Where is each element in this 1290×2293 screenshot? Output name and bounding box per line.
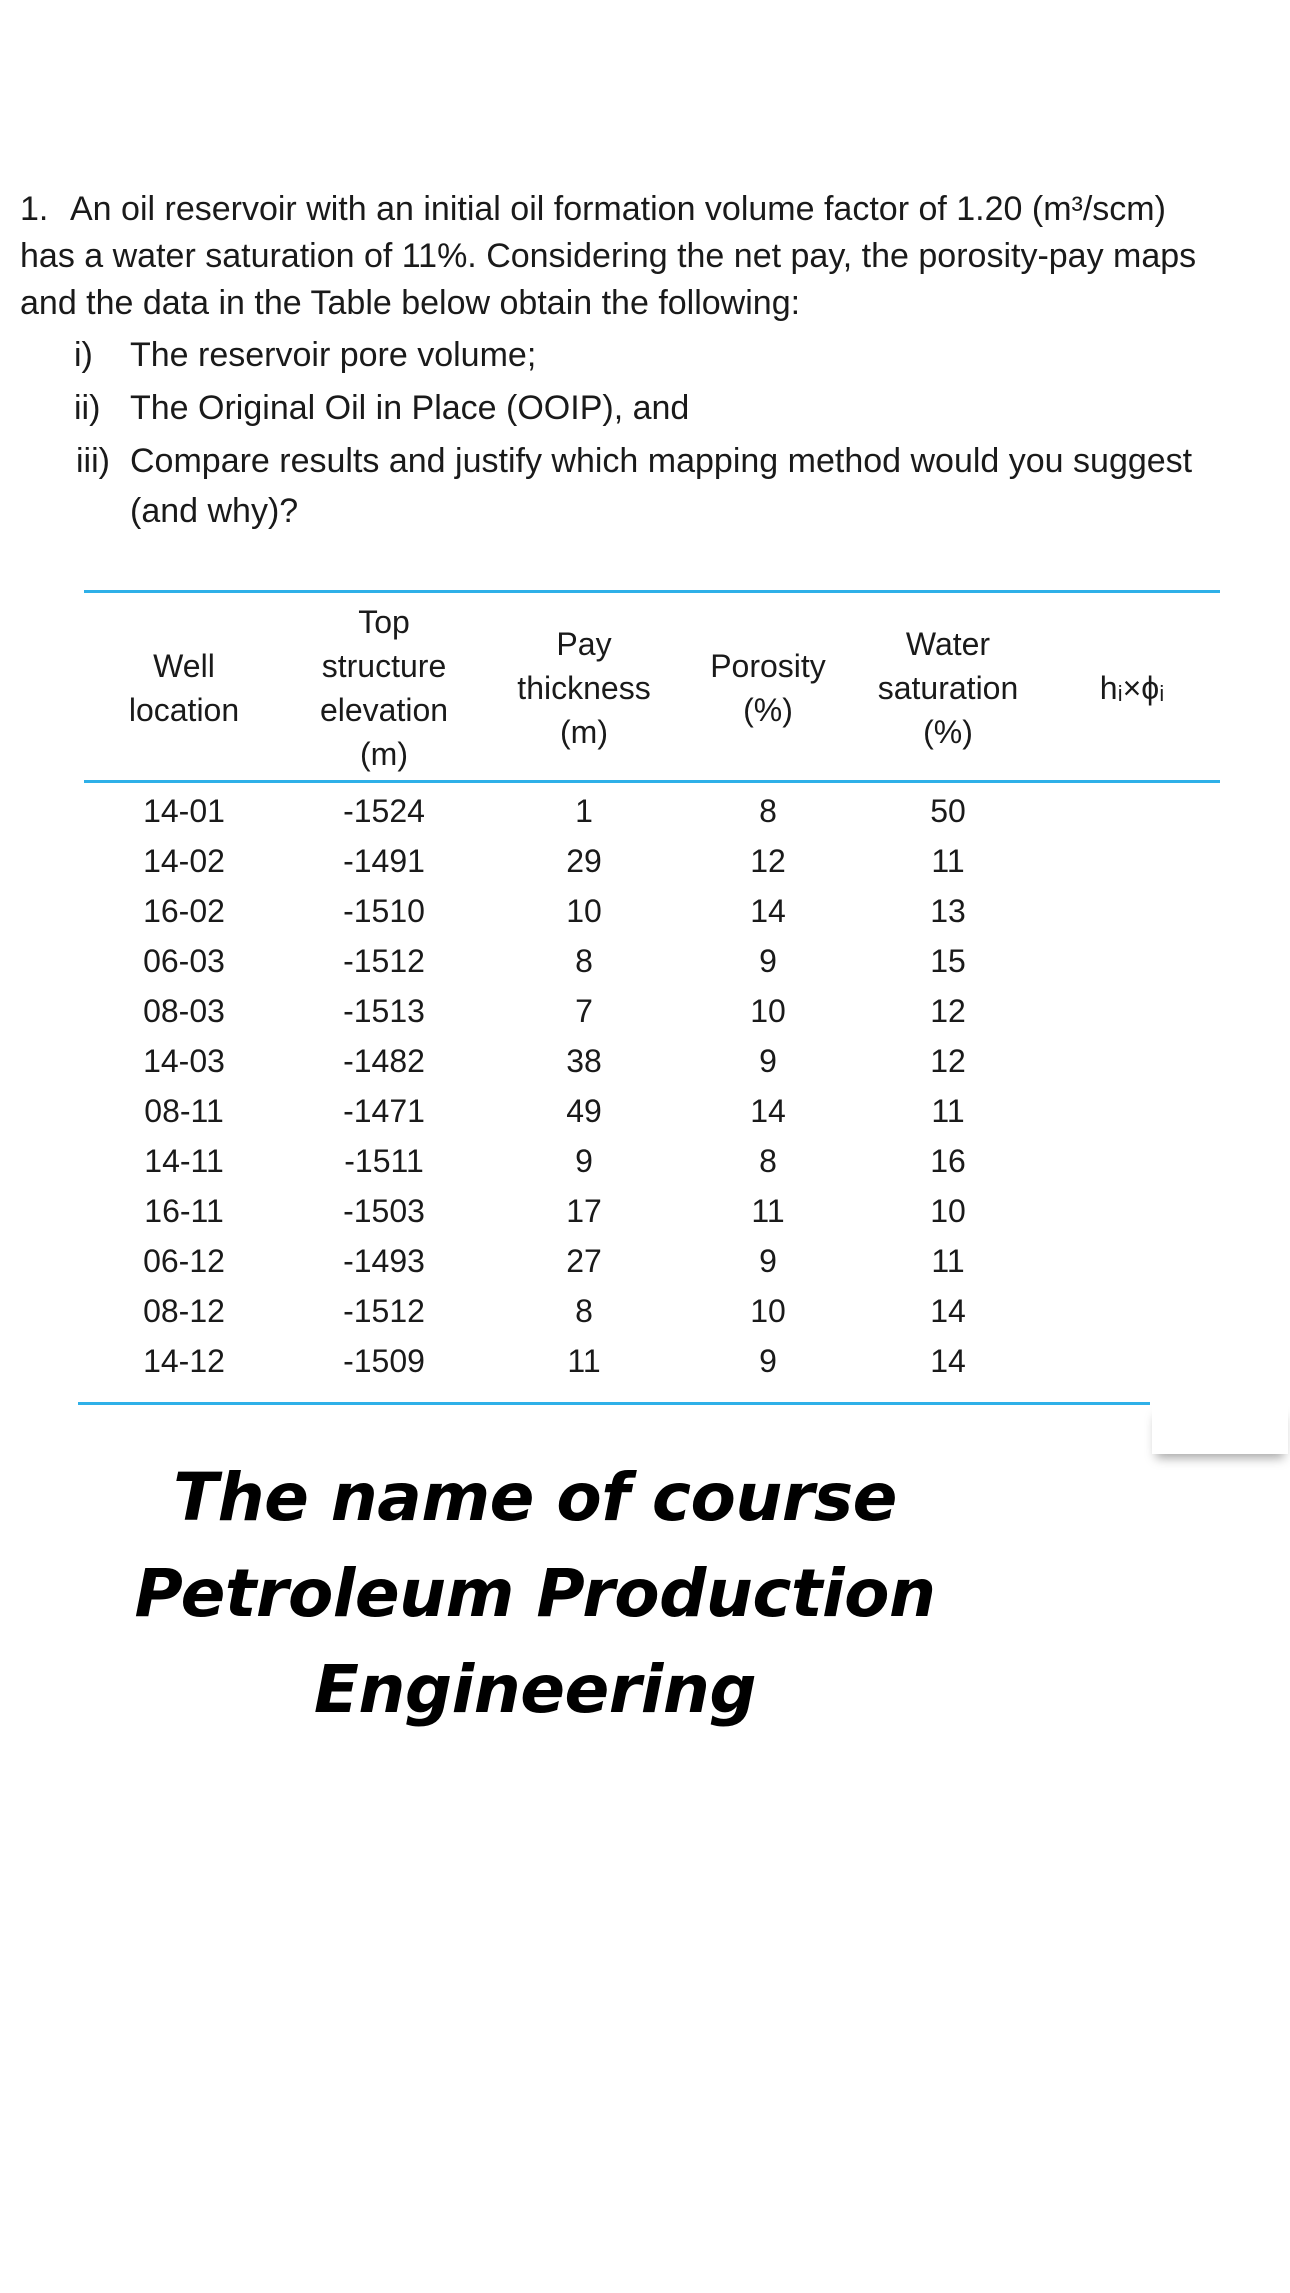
course-title-line-2: Petroleum Production — [134, 1555, 936, 1632]
table-cell: -1512 — [343, 943, 425, 979]
table-cell — [1044, 1036, 1220, 1086]
table-cell: 10 — [930, 1193, 966, 1229]
question-line-1 — [20, 186, 1260, 233]
table-cell: 14 — [750, 1093, 786, 1129]
header-text: Water — [905, 626, 991, 662]
table-row — [84, 1236, 1220, 1286]
question-line-2: has a water saturation of 11%. Considering the net pay, the porosity-pay maps — [20, 237, 1197, 275]
table-row — [84, 986, 1220, 1036]
table-cell: 14-01 — [143, 793, 225, 829]
table-cell: 9 — [759, 943, 777, 979]
table-row — [84, 1186, 1220, 1236]
table-cell: -1524 — [343, 793, 425, 829]
table-cell — [1044, 1286, 1220, 1336]
sub-question-iii — [20, 436, 1260, 536]
sub-question-marker: ii) — [74, 389, 101, 427]
table-row — [84, 1286, 1220, 1336]
table-cell: -1493 — [343, 1243, 425, 1279]
table-row — [84, 1336, 1220, 1386]
table-cell: 11 — [751, 1193, 785, 1229]
question-line-3: and the data in the Table below obtain the following: — [20, 284, 801, 322]
table-row — [84, 1136, 1220, 1186]
table-cell: 7 — [575, 993, 593, 1029]
header-text: Pay — [556, 626, 612, 662]
table-cell: 08-03 — [143, 993, 225, 1029]
header-top-structure-elevation — [284, 596, 484, 780]
table-cell: -1512 — [343, 1293, 425, 1329]
table-cell: -1511 — [344, 1143, 424, 1179]
table-cell — [1044, 1086, 1220, 1136]
table-body — [84, 780, 1220, 1386]
sub-question-text: The reservoir pore volume; — [130, 336, 537, 374]
sub-question-ii — [20, 383, 1260, 433]
question-text-1: An oil reservoir with an initial oil formation volume factor of 1.20 (m³/scm) — [70, 190, 1166, 228]
table-cell: 12 — [930, 993, 966, 1029]
header-text: saturation — [877, 670, 1019, 706]
table-cell — [1044, 780, 1220, 836]
paper-scrap-decoration — [1152, 1404, 1288, 1454]
header-water-saturation — [852, 596, 1044, 780]
header-text: structure — [321, 648, 447, 684]
header-well-location — [84, 596, 284, 780]
table-cell: 16-11 — [144, 1193, 224, 1229]
table-cell: 29 — [566, 843, 602, 879]
table-cell: 38 — [566, 1043, 602, 1079]
table-cell: 14-03 — [143, 1043, 225, 1079]
table-cell: 11 — [931, 1243, 965, 1279]
table-cell: 10 — [750, 1293, 786, 1329]
table-row — [84, 886, 1220, 936]
table-cell: 1 — [575, 793, 593, 829]
table-cell: 10 — [566, 893, 602, 929]
header-text: hᵢ×ϕᵢ — [1099, 670, 1165, 706]
question-number: 1. — [20, 190, 49, 228]
table-cell: 17 — [566, 1193, 602, 1229]
table-cell: -1482 — [343, 1043, 425, 1079]
table-cell: 11 — [931, 843, 965, 879]
table-cell: 12 — [750, 843, 786, 879]
sub-question-list — [20, 330, 1260, 536]
table-row — [84, 780, 1220, 836]
table-cell: 16-02 — [143, 893, 225, 929]
table-cell: -1503 — [343, 1193, 425, 1229]
header-h-times-phi — [1044, 596, 1220, 780]
table-cell: 14 — [930, 1343, 966, 1379]
table-cell: 50 — [930, 793, 966, 829]
header-porosity — [684, 596, 852, 780]
table-cell: 9 — [575, 1143, 593, 1179]
question-block — [20, 186, 1260, 536]
table-cell: 8 — [759, 793, 777, 829]
header-text: (m) — [360, 736, 408, 772]
table-cell: 06-03 — [143, 943, 225, 979]
course-title-line-3: Engineering — [313, 1651, 757, 1728]
table-cell: 9 — [759, 1343, 777, 1379]
sub-question-text: Compare results and justify which mapping method would you suggest — [130, 442, 1193, 480]
sub-question-text: The Original Oil in Place (OOIP), and — [130, 389, 690, 427]
header-text: location — [128, 692, 240, 728]
table-row — [84, 936, 1220, 986]
header-text: (%) — [923, 714, 973, 750]
table-cell: 8 — [575, 1293, 593, 1329]
course-title-line-1: The name of course — [173, 1459, 897, 1536]
course-name-block — [100, 1450, 970, 1738]
table-cell — [1044, 1186, 1220, 1236]
table-cell: 13 — [930, 893, 966, 929]
table-cell: 9 — [759, 1043, 777, 1079]
sub-question-marker: iii) — [76, 442, 110, 480]
header-text: (%) — [743, 692, 793, 728]
table-cell: 14-12 — [143, 1343, 225, 1379]
table-cell: 06-12 — [143, 1243, 225, 1279]
table-cell: 15 — [930, 943, 966, 979]
table-cell — [1044, 1336, 1220, 1386]
table-cell: -1509 — [343, 1343, 425, 1379]
sub-question-text-continued: (and why)? — [130, 492, 299, 530]
table-cell: 14-02 — [143, 843, 225, 879]
header-pay-thickness — [484, 596, 684, 780]
table-bottom-rule — [78, 1402, 1150, 1405]
table-cell — [1044, 836, 1220, 886]
table-header-row — [84, 596, 1220, 780]
table-cell: 11 — [931, 1093, 965, 1129]
table-cell: 10 — [750, 993, 786, 1029]
table-cell — [1044, 1136, 1220, 1186]
table-cell: 9 — [759, 1243, 777, 1279]
table-cell: 11 — [567, 1343, 601, 1379]
table-cell: 16 — [930, 1143, 966, 1179]
table-cell: 14 — [750, 893, 786, 929]
table-cell: 8 — [759, 1143, 777, 1179]
table-cell: 49 — [566, 1093, 602, 1129]
table-cell: -1471 — [343, 1093, 425, 1129]
table-cell: 08-11 — [144, 1093, 224, 1129]
table-row — [84, 836, 1220, 886]
table-row — [84, 1036, 1220, 1086]
table-cell: 08-12 — [143, 1293, 225, 1329]
table-cell: -1513 — [343, 993, 425, 1029]
header-text: thickness — [517, 670, 651, 706]
table-cell — [1044, 936, 1220, 986]
table-cell: 8 — [575, 943, 593, 979]
table-cell — [1044, 886, 1220, 936]
table-cell — [1044, 1236, 1220, 1286]
table-cell: -1491 — [343, 843, 425, 879]
table-top-rule — [84, 590, 1220, 593]
header-text: (m) — [560, 714, 608, 750]
table-row — [84, 1086, 1220, 1136]
header-text: Top — [358, 604, 410, 640]
table-cell: 27 — [566, 1243, 602, 1279]
table-cell: -1510 — [343, 893, 425, 929]
table-cell: 14-11 — [144, 1143, 224, 1179]
sub-question-marker: i) — [74, 336, 93, 374]
well-data-table — [84, 596, 1220, 1386]
table-cell: 14 — [930, 1293, 966, 1329]
table-cell: 12 — [930, 1043, 966, 1079]
header-text: elevation — [319, 692, 449, 728]
table-cell — [1044, 986, 1220, 1036]
header-text: Porosity — [710, 648, 826, 684]
sub-question-i — [20, 330, 1260, 380]
header-text: Well — [153, 648, 215, 684]
